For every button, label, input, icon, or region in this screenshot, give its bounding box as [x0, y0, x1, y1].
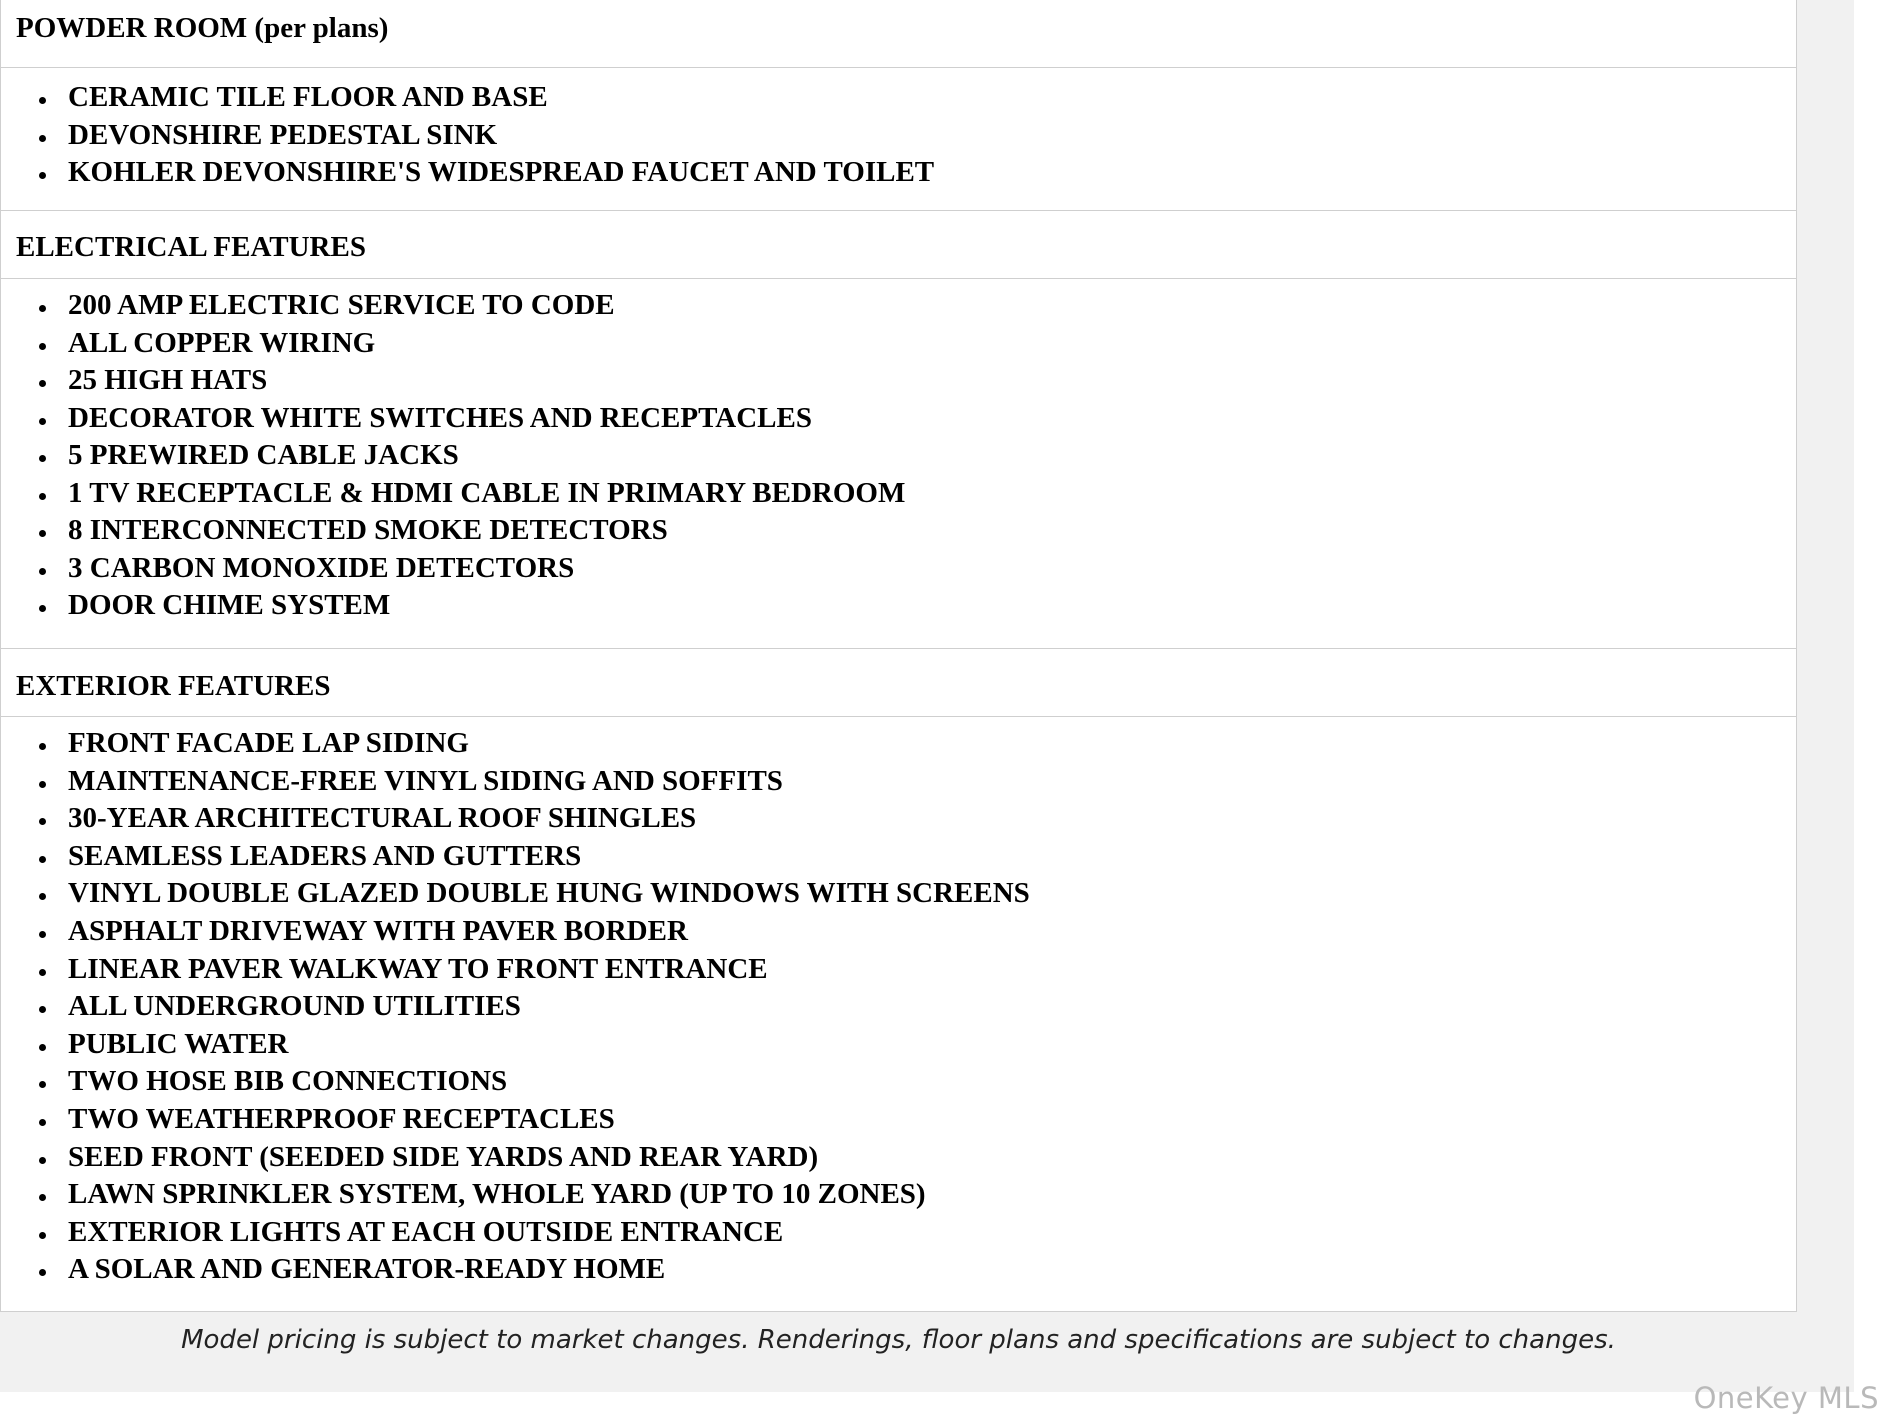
list-item: ALL COPPER WIRING	[1, 325, 1796, 363]
list-item: 30-YEAR ARCHITECTURAL ROOF SHINGLES	[1, 800, 1796, 838]
list-item: EXTERIOR LIGHTS AT EACH OUTSIDE ENTRANCE	[1, 1214, 1796, 1252]
list-item: LINEAR PAVER WALKWAY TO FRONT ENTRANCE	[1, 951, 1796, 989]
list-item: FRONT FACADE LAP SIDING	[1, 725, 1796, 763]
feature-list	[1, 79, 1796, 192]
section-body-powder-room	[1, 68, 1796, 211]
list-item: A SOLAR AND GENERATOR-READY HOME	[1, 1251, 1796, 1289]
list-item: DECORATOR WHITE SWITCHES AND RECEPTACLES	[1, 400, 1796, 438]
list-item: SEED FRONT (SEEDED SIDE YARDS AND REAR YARD)	[1, 1139, 1796, 1177]
list-item: 3 CARBON MONOXIDE DETECTORS	[1, 550, 1796, 588]
disclaimer-text: Model pricing is subject to market changes. Renderings, floor plans and specifications are subject to changes.	[181, 1325, 1616, 1355]
list-item: 25 HIGH HATS	[1, 362, 1796, 400]
onekey-mls-watermark: OneKey MLS	[1693, 1381, 1879, 1415]
list-item: CERAMIC TILE FLOOR AND BASE	[1, 79, 1796, 117]
list-item: DOOR CHIME SYSTEM	[1, 587, 1796, 625]
list-item: 8 INTERCONNECTED SMOKE DETECTORS	[1, 512, 1796, 550]
list-item: VINYL DOUBLE GLAZED DOUBLE HUNG WINDOWS WITH SCREENS	[1, 875, 1796, 913]
list-item: 5 PREWIRED CABLE JACKS	[1, 437, 1796, 475]
section-body-electrical	[1, 279, 1796, 649]
list-item: PUBLIC WATER	[1, 1026, 1796, 1064]
section-title-electrical: ELECTRICAL FEATURES	[1, 211, 1796, 279]
list-item: MAINTENANCE-FREE VINYL SIDING AND SOFFITS	[1, 763, 1796, 801]
section-title-exterior: EXTERIOR FEATURES	[1, 649, 1796, 717]
feature-list	[1, 725, 1796, 1289]
list-item: TWO HOSE BIB CONNECTIONS	[1, 1063, 1796, 1101]
list-item: ALL UNDERGROUND UTILITIES	[1, 988, 1796, 1026]
list-item: DEVONSHIRE PEDESTAL SINK	[1, 117, 1796, 155]
section-body-exterior	[1, 717, 1796, 1311]
list-item: 200 AMP ELECTRIC SERVICE TO CODE	[1, 287, 1796, 325]
feature-list	[1, 287, 1796, 625]
list-item: 1 TV RECEPTACLE & HDMI CABLE IN PRIMARY BEDROOM	[1, 475, 1796, 513]
list-item: ASPHALT DRIVEWAY WITH PAVER BORDER	[1, 913, 1796, 951]
list-item: TWO WEATHERPROOF RECEPTACLES	[1, 1101, 1796, 1139]
section-title-powder-room: POWDER ROOM (per plans)	[1, 0, 1796, 68]
list-item: SEAMLESS LEADERS AND GUTTERS	[1, 838, 1796, 876]
list-item: LAWN SPRINKLER SYSTEM, WHOLE YARD (UP TO 10 ZONES)	[1, 1176, 1796, 1214]
list-item: KOHLER DEVONSHIRE'S WIDESPREAD FAUCET AND TOILET	[1, 154, 1796, 192]
